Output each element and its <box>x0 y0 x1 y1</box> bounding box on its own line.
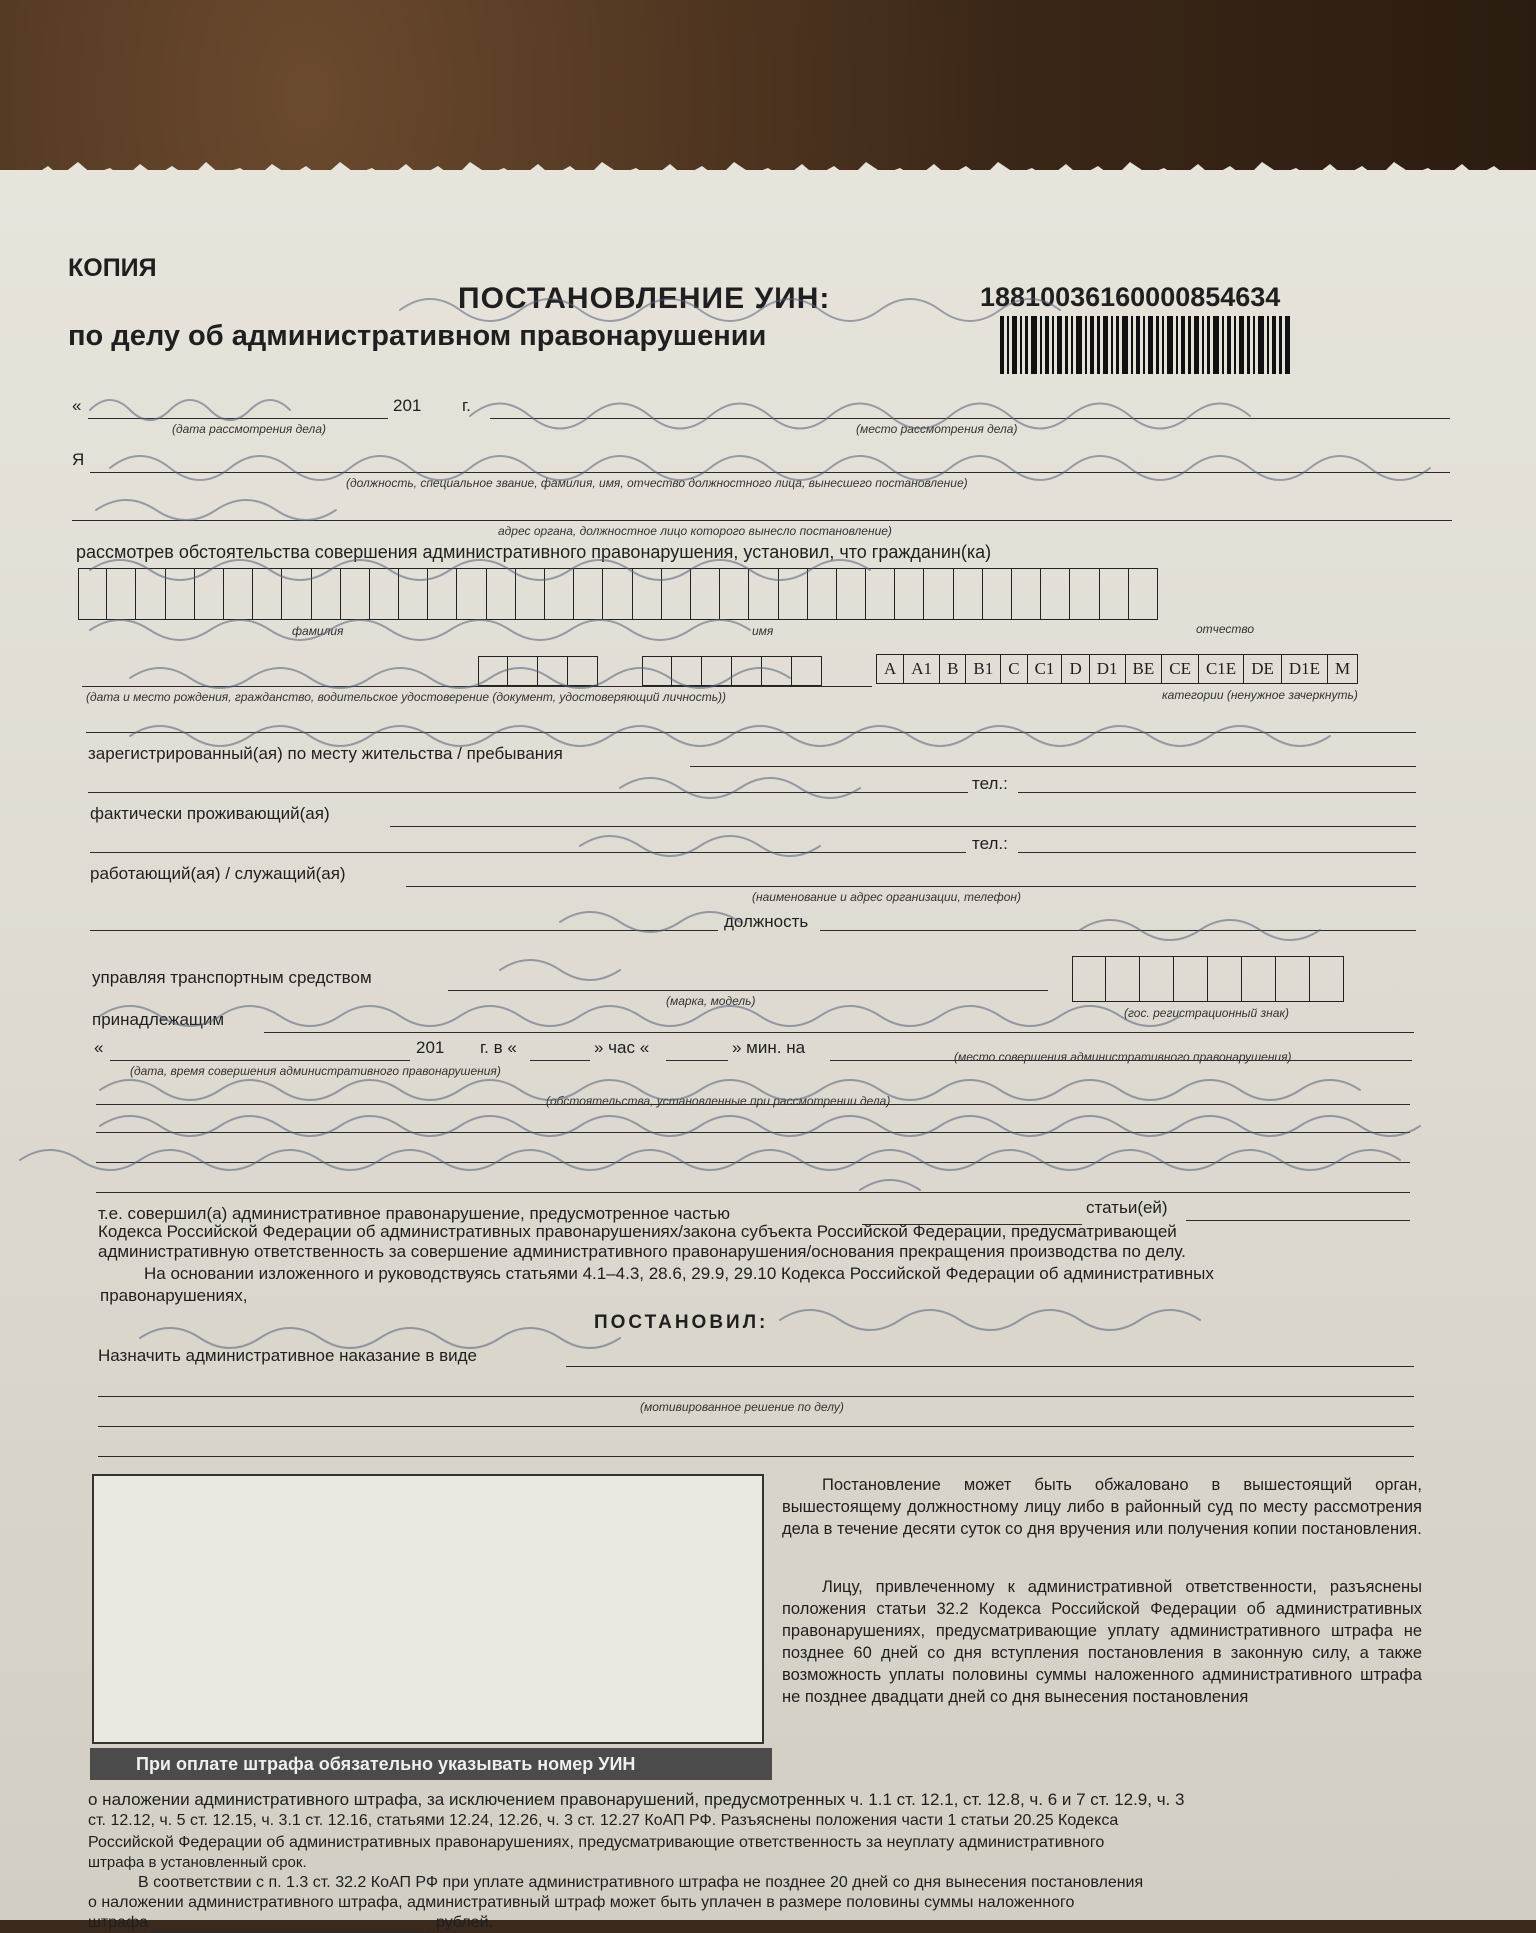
decided-heading: ПОСТАНОВИЛ: <box>594 1312 769 1333</box>
category-box: D <box>1062 654 1089 684</box>
document-title: ПОСТАНОВЛЕНИЕ УИН: <box>458 282 831 315</box>
uin-number: 18810036160000854634 <box>980 282 1281 312</box>
appeal-paragraph: Постановление может быть обжаловано в вышестоящий орган, вышестоящему должностному лицу либо в районный суд по месту рассмотрения дела в течение десяти суток со дня вручения или получения копии постановления. <box>782 1476 1422 1538</box>
document-subtitle: по делу об административном правонарушении <box>68 320 767 352</box>
time-caption: (дата, время совершения административного правонарушения) <box>130 1064 501 1078</box>
footer-line-2: ст. 12.12, ч. 5 ст. 12.15, ч. 3.1 ст. 12.16, статьями 12.24, 12.26, ч. 3 ст. 12.27 КоАП РФ. Разъяснены положения части 1 статьи 20.25 Кодекса <box>88 1812 1119 1829</box>
category-box: C1 <box>1028 654 1063 684</box>
code-line: Кодекса Российской Федерации об административных правонарушениях/закона субъекта Российской Федерации, предусматривающей <box>98 1222 1177 1241</box>
footer-line-3: Российской Федерации об административных правонарушениях, предусматривающие ответственность за неуплату административного <box>88 1834 1105 1851</box>
category-box: C <box>1001 654 1027 684</box>
circumstances-caption: (обстоятельства, установленные при рассмотрении дела) <box>546 1094 891 1108</box>
footer-line-7: штрафа <box>88 1914 149 1931</box>
working-label: работающий(ая) / служащий(ая) <box>90 864 346 883</box>
ya-label: Я <box>72 450 85 469</box>
category-box: M <box>1328 654 1358 684</box>
belonging-label: принадлежащим <box>92 1010 225 1029</box>
articles-label: статьи(ей) <box>1086 1198 1168 1217</box>
committed-text: т.е. совершил(а) административное правонарушение, предусмотренное частью <box>98 1204 731 1223</box>
date-quote-open: « <box>72 396 82 415</box>
responsibility-line: административную ответственность за совершение административного правонарушения/основания прекращения производства по делу. <box>98 1242 1186 1261</box>
official-caption: (должность, специальное звание, фамилия, имя, отчество должностного лица, вынесшего постановление) <box>346 476 968 490</box>
category-box: D1 <box>1090 654 1126 684</box>
brand-caption: (марка, модель) <box>666 994 756 1008</box>
handwriting-scribbles <box>0 170 1536 1920</box>
footer-line-1: о наложении административного штрафа, за исключением правонарушений, предусмотренных ч. 1.1 ст. 12.1, ст. 12.8, ч. 6 и 7 ст. 12.9, ч. 3 <box>88 1790 1185 1809</box>
registered-label: зарегистрированный(ая) по месту жительства / пребывания <box>88 744 563 763</box>
category-box: D1E <box>1282 654 1328 684</box>
copy-label: КОПИЯ <box>68 254 157 282</box>
reg-caption: (гос. регистрационный знак) <box>1124 1006 1290 1020</box>
year-prefix: 201 <box>393 396 422 415</box>
patronymic-caption: отчество <box>1196 622 1255 636</box>
footer-line-8: рублей. <box>436 1914 493 1931</box>
year-suffix: г. <box>462 396 471 415</box>
category-box: A1 <box>904 654 940 684</box>
fine-rules-paragraph: Лицу, привлеченному к административной ответственности, разъяснены положения статьи 32.2 Кодекса Российской Федерации об административных правонарушениях, предусматривающие уплату административного штрафа не позднее 60 дней со дня вступления постановления в законную силу, а также возможность уплаты половины суммы наложенного административного штрафа не позднее двадцати дней со дня вынесения постановления <box>782 1578 1422 1706</box>
category-box: BE <box>1126 654 1163 684</box>
category-box: A <box>876 654 904 684</box>
address-caption: адрес органа, должностное лицо которого вынесло постановление) <box>498 524 892 538</box>
uin-payment-banner: При оплате штрафа обязательно указывать номер УИН <box>90 1748 772 1780</box>
assign-label: Назначить административное наказание в виде <box>98 1346 478 1365</box>
org-caption: (наименование и адрес организации, телефон) <box>752 890 1022 904</box>
living-tel-label: тел.: <box>972 834 1008 853</box>
time-year-prefix: 201 <box>416 1038 445 1057</box>
category-box: CE <box>1162 654 1199 684</box>
time-hour-label: » час « <box>594 1038 650 1057</box>
footer-line-4: штрафа в установленный срок. <box>88 1854 307 1871</box>
category-box: B <box>940 654 966 684</box>
category-box: DE <box>1244 654 1282 684</box>
time-g-label: г. в « <box>480 1038 517 1057</box>
position-label: должность <box>724 912 809 931</box>
basis-line-1: На основании изложенного и руководствуясь статьями 4.1–4.3, 28.6, 29.9, 29.10 Кодекса Российской Федерации об административных <box>144 1264 1214 1283</box>
considered-text: рассмотрев обстоятельства совершения административного правонарушения, установил, что гражданин(ка) <box>76 542 992 562</box>
basis-line-2: правонарушениях, <box>100 1286 248 1305</box>
driving-label: управляя транспортным средством <box>92 968 372 987</box>
time-min-label: » мин. на <box>732 1038 806 1057</box>
surname-caption: фамилия <box>292 624 344 638</box>
place-caption: (место рассмотрения дела) <box>856 422 1018 436</box>
name-caption: имя <box>752 624 774 638</box>
time-quote-open: « <box>94 1038 104 1057</box>
categories-caption: категории (ненужное зачеркнуть) <box>1162 688 1358 702</box>
reasoned-caption: (мотивированное решение по делу) <box>640 1400 844 1414</box>
footer-line-6: о наложении административного штрафа, административный штраф может быть уплачен в размере половины суммы наложенного <box>88 1894 1075 1911</box>
actually-living-label: фактически проживающий(ая) <box>90 804 330 823</box>
category-box: B1 <box>966 654 1001 684</box>
registered-tel-label: тел.: <box>972 774 1008 793</box>
date-caption: (дата рассмотрения дела) <box>172 422 326 436</box>
footer-line-5: В соответствии с п. 1.3 ст. 32.2 КоАП РФ при уплате административного штрафа не позднее 20 дней со дня вынесения постановления <box>138 1874 1144 1891</box>
document-sheet <box>0 170 1536 1931</box>
birth-caption: (дата и место рождения, гражданство, водительское удостоверение (документ, удостоверяющий личность)) <box>86 690 727 704</box>
offense-place-caption: (место совершения административного правонарушения) <box>954 1050 1292 1064</box>
category-box: C1E <box>1199 654 1244 684</box>
